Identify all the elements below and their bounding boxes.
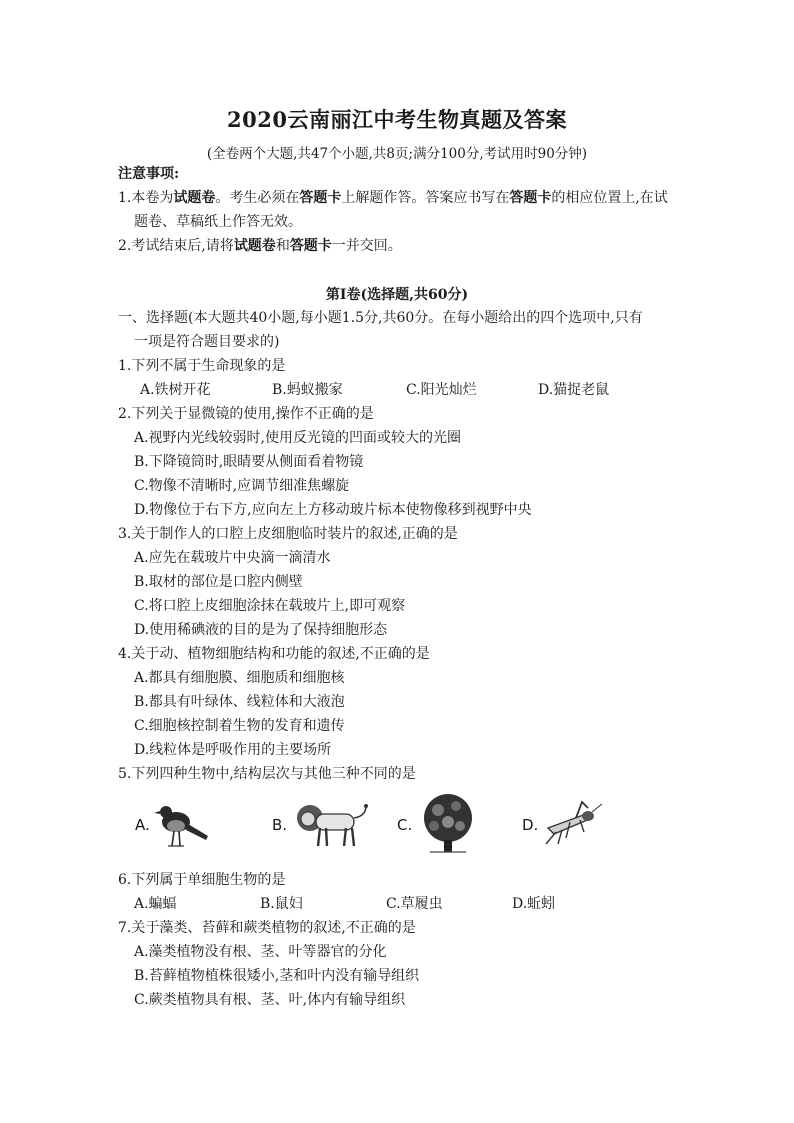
question-6-option-b: B.鼠妇	[260, 896, 303, 912]
notice-item-2: 2.考试结束后,请将试题卷和答题卡一并交回。	[118, 238, 402, 254]
question-6-option-a: A.蝙蝠	[134, 896, 177, 912]
section-title: 第Ⅰ卷(选择题,共60分)	[325, 287, 469, 303]
question-3-option-c: C.将口腔上皮细胞涂抹在载玻片上,即可观察	[134, 598, 406, 614]
notice-item-1-cont: 题卷、草稿纸上作答无效。	[134, 214, 302, 230]
question-4-option-a: A.都具有细胞膜、细胞质和细胞核	[134, 670, 345, 686]
question-2-option-d: D.物像位于右下方,应向左上方移动玻片标本使物像移到视野中央	[134, 502, 532, 518]
question-3-option-b: B.取材的部位是口腔内侧壁	[134, 574, 303, 590]
notice-heading: 注意事项:	[118, 166, 180, 182]
question-5-option-c: C.	[397, 816, 413, 834]
question-2-stem: 2.下列关于显微镜的使用,操作不正确的是	[118, 406, 374, 422]
question-1-option-b: B.蚂蚁搬家	[272, 382, 343, 398]
question-5-option-b: B.	[272, 816, 288, 834]
page-title: 2020云南丽江中考生物真题及答案	[227, 107, 567, 132]
question-5-stem: 5.下列四种生物中,结构层次与其他三种不同的是	[118, 766, 416, 782]
question-6-option-c: C.草履虫	[386, 896, 443, 912]
question-1-option-c: C.阳光灿烂	[406, 382, 477, 398]
question-5-option-d: D.	[522, 816, 539, 834]
question-7-stem: 7.关于藻类、苔藓和蕨类植物的叙述,不正确的是	[118, 920, 416, 936]
exam-info: (全卷两个大题,共47个小题,共8页;满分100分,考试用时90分钟)	[206, 146, 588, 162]
question-5-option-a: A.	[135, 816, 150, 834]
question-1-option-d: D.猫捉老鼠	[538, 382, 610, 398]
question-6-stem: 6.下列属于单细胞生物的是	[118, 872, 286, 888]
question-3-stem: 3.关于制作人的口腔上皮细胞临时装片的叙述,正确的是	[118, 526, 458, 542]
part-instructions-cont: 一项是符合题目要求的)	[134, 334, 280, 350]
question-2-option-a: A.视野内光线较弱时,使用反光镜的凹面或较大的光圈	[134, 430, 462, 446]
bird-icon	[152, 796, 210, 854]
question-4-option-d: D.线粒体是呼吸作用的主要场所	[134, 742, 332, 758]
notice-item-1: 1.本卷为试题卷。考生必须在答题卡上解题作答。答案应书写在答题卡的相应位置上,在试	[118, 190, 668, 206]
tree-icon	[418, 792, 478, 856]
question-4-option-b: B.都具有叶绿体、线粒体和大液泡	[134, 694, 345, 710]
question-4-option-c: C.细胞核控制着生物的发育和遗传	[134, 718, 345, 734]
question-3-option-a: A.应先在载玻片中央滴一滴清水	[134, 550, 331, 566]
question-1-option-a: A.铁树开花	[140, 382, 211, 398]
question-7-option-a: A.藻类植物没有根、茎、叶等器官的分化	[134, 944, 387, 960]
question-7-option-c: C.蕨类植物具有根、茎、叶,体内有输导组织	[134, 992, 406, 1008]
lion-icon	[292, 800, 372, 850]
question-1-stem: 1.下列不属于生命现象的是	[118, 358, 286, 374]
question-2-option-b: B.下降镜筒时,眼睛要从侧面看着物镜	[134, 454, 364, 470]
question-2-option-c: C.物像不清晰时,应调节细准焦螺旋	[134, 478, 350, 494]
question-6-option-d: D.蚯蚓	[512, 896, 556, 912]
part-instructions: 一、选择题(本大题共40小题,每小题1.5分,共60分。在每小题给出的四个选项中,只有	[118, 310, 643, 326]
question-4-stem: 4.关于动、植物细胞结构和功能的叙述,不正确的是	[118, 646, 430, 662]
grasshopper-icon	[540, 798, 604, 848]
question-3-option-d: D.使用稀碘液的目的是为了保持细胞形态	[134, 622, 388, 638]
question-7-option-b: B.苔藓植物植株很矮小,茎和叶内没有输导组织	[134, 968, 420, 984]
